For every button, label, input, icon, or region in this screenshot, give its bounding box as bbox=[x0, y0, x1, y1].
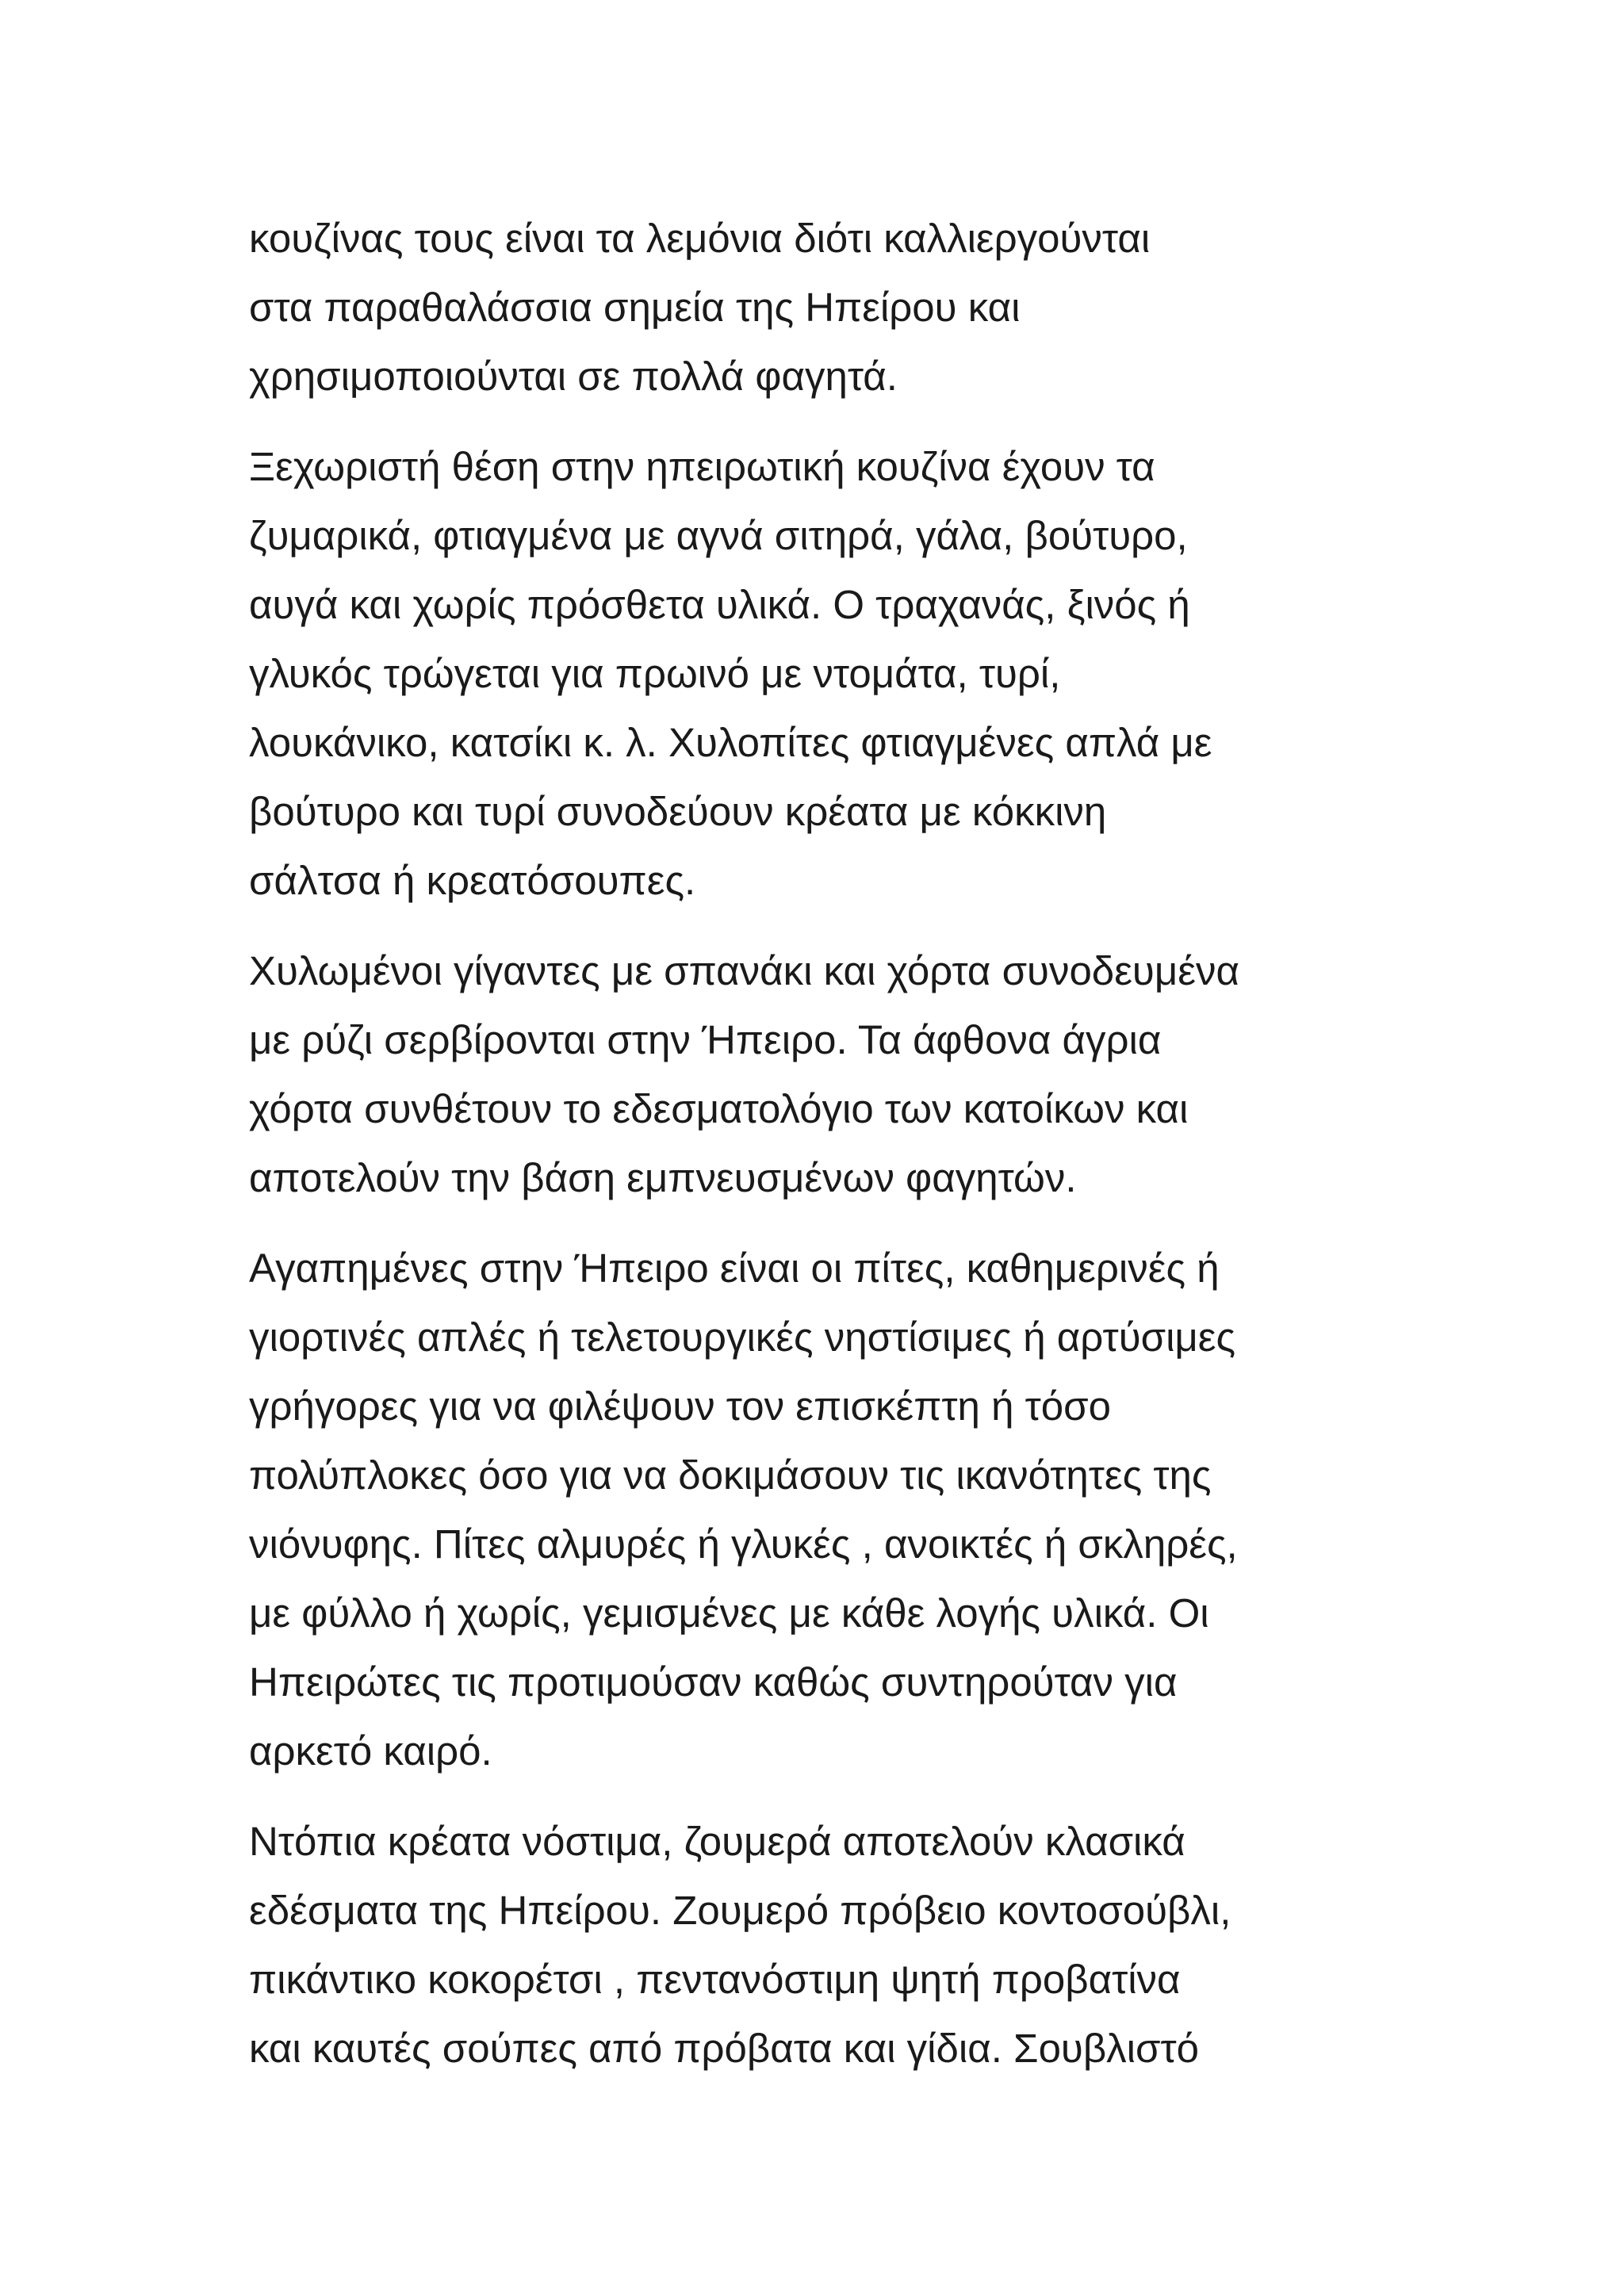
text-line: γιορτινές απλές ή τελετουργικές νηστίσιμες ή αρτύσιμες bbox=[249, 1314, 1236, 1360]
text-line: αυγά και χωρίς πρόσθετα υλικά. Ο τραχανάς, ξινός ή bbox=[249, 582, 1190, 627]
text-line: με ρύζι σερβίρονται στην Ήπειρο. Τα άφθονα άγρια bbox=[249, 1017, 1162, 1062]
text-line: Ξεχωριστή θέση στην ηπειρωτική κουζίνα έχουν τα bbox=[249, 444, 1155, 489]
text-line: χρησιμοποιούνται σε πολλά φαγητά. bbox=[249, 354, 898, 399]
paragraph bbox=[249, 936, 1423, 1212]
text-line: γρήγορες για να φιλέψουν τον επισκέπτη ή τόσο bbox=[249, 1383, 1111, 1429]
text-line: νιόνυφης. Πίτες αλμυρές ή γλυκές , ανοικτές ή σκληρές, bbox=[249, 1521, 1238, 1567]
text-line: Αγαπημένες στην Ήπειρο είναι οι πίτες, καθημερινές ή bbox=[249, 1246, 1220, 1291]
text-line: αποτελούν την βάση εμπνευσμένων φαγητών. bbox=[249, 1155, 1077, 1200]
paragraph bbox=[249, 1234, 1423, 1785]
text-line: πικάντικο κοκορέτσι , πεντανόστιμη ψητή προβατίνα bbox=[249, 1957, 1181, 2002]
text-line: και καυτές σούπες από πρόβατα και γίδια. Σουβλιστό bbox=[249, 2026, 1199, 2071]
paragraph bbox=[249, 1807, 1423, 2083]
text-line: κουζίνας τους είναι τα λεμόνια διότι καλλιεργούνται bbox=[249, 216, 1151, 261]
text-line: βούτυρο και τυρί συνοδεύουν κρέατα με κόκκινη bbox=[249, 789, 1107, 834]
text-line: ζυμαρικά, φτιαγμένα με αγνά σιτηρά, γάλα, βούτυρο, bbox=[249, 513, 1188, 558]
text-line: εδέσματα της Ηπείρου. Ζουμερό πρόβειο κοντοσούβλι, bbox=[249, 1888, 1231, 1933]
document-body bbox=[249, 204, 1423, 2104]
text-line: Ντόπια κρέατα νόστιμα, ζουμερά αποτελούν κλασικά bbox=[249, 1819, 1185, 1864]
text-line: Ηπειρώτες τις προτιμούσαν καθώς συντηρούταν για bbox=[249, 1659, 1178, 1705]
text-line: Χυλωμένοι γίγαντες με σπανάκι και χόρτα συνοδευμένα bbox=[249, 948, 1239, 993]
text-line: στα παραθαλάσσια σημεία της Ηπείρου και bbox=[249, 285, 1021, 330]
text-line: σάλτσα ή κρεατόσουπες. bbox=[249, 858, 696, 903]
text-line: χόρτα συνθέτουν το εδεσματολόγιο των κατοίκων και bbox=[249, 1086, 1189, 1131]
text-line: πολύπλοκες όσο για να δοκιμάσουν τις ικανότητες της bbox=[249, 1452, 1212, 1498]
text-line: λουκάνικο, κατσίκι κ. λ. Χυλοπίτες φτιαγμένες απλά με bbox=[249, 720, 1212, 765]
paragraph bbox=[249, 204, 1423, 411]
paragraph bbox=[249, 432, 1423, 915]
text-line: με φύλλο ή χωρίς, γεμισμένες με κάθε λογής υλικά. Οι bbox=[249, 1590, 1209, 1636]
text-line: αρκετό καιρό. bbox=[249, 1728, 492, 1774]
text-line: γλυκός τρώγεται για πρωινό με ντομάτα, τυρί, bbox=[249, 651, 1061, 696]
